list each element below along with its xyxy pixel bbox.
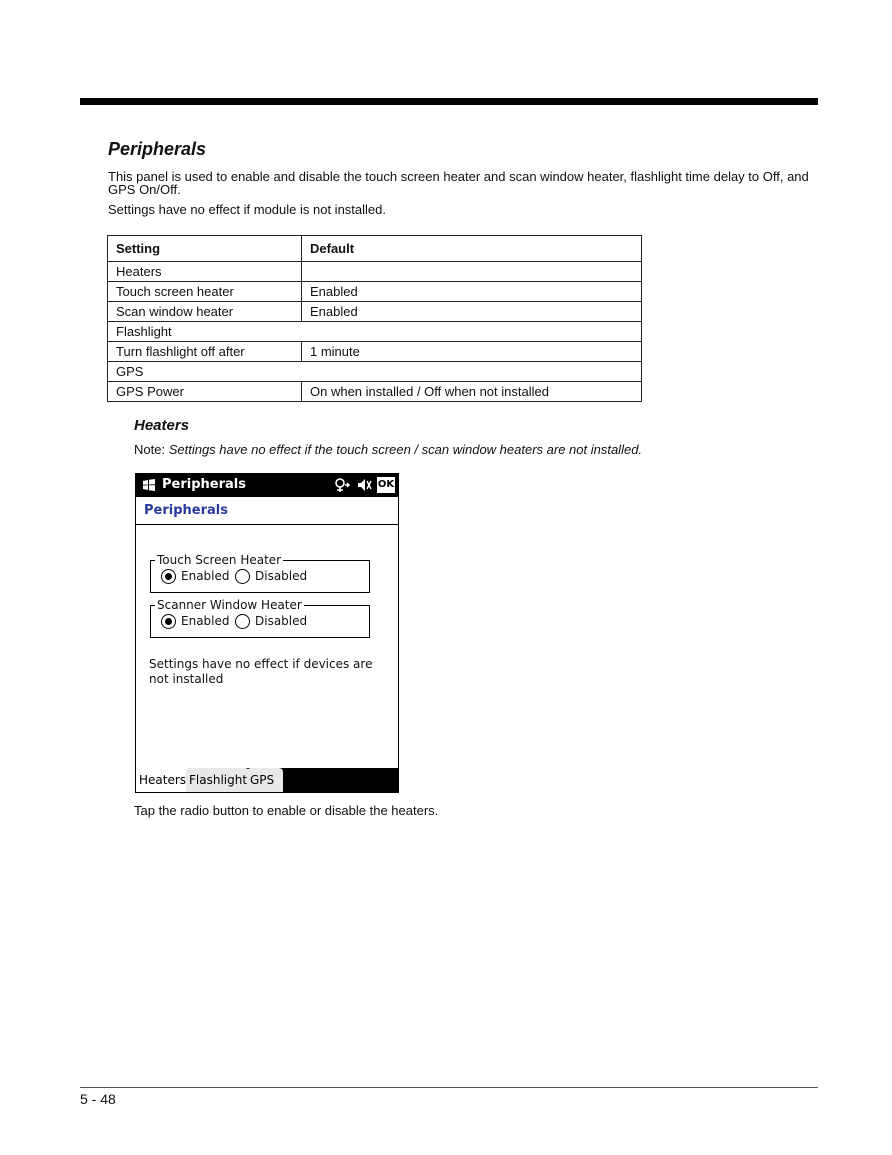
group-legend: Touch Screen Heater bbox=[157, 553, 282, 567]
touch-screen-heater-group bbox=[150, 553, 370, 593]
windows-start-icon[interactable] bbox=[142, 478, 156, 492]
header-divider bbox=[136, 524, 398, 525]
cell-setting: Turn flashlight off after bbox=[108, 342, 302, 362]
touch-enabled-radio[interactable] bbox=[161, 569, 176, 584]
table-row bbox=[108, 302, 642, 322]
table-row bbox=[108, 362, 642, 382]
cell-setting: Touch screen heater bbox=[108, 282, 302, 302]
tab-heaters[interactable]: Heaters bbox=[136, 768, 189, 792]
tab-gps[interactable]: GPS bbox=[247, 768, 283, 792]
table-row bbox=[108, 322, 642, 342]
cell-setting: Flashlight bbox=[108, 322, 642, 342]
module-note: Settings have no effect if module is not installed. bbox=[108, 202, 386, 217]
cell-default: 1 minute bbox=[302, 342, 642, 362]
cell-setting: GPS Power bbox=[108, 382, 302, 402]
cell-setting: Heaters bbox=[108, 262, 302, 282]
settings-table bbox=[107, 235, 642, 402]
note-lead: Note: bbox=[134, 442, 166, 457]
top-rule bbox=[80, 98, 818, 105]
radio-label[interactable]: Enabled bbox=[181, 569, 230, 583]
intro-paragraph: This panel is used to enable and disable the touch screen heater and scan window heater, flashlight time delay to Off, and GPS On/Off. bbox=[108, 169, 809, 197]
figure-caption: Tap the radio button to enable or disable the heaters. bbox=[134, 803, 439, 818]
radio-label[interactable]: Disabled bbox=[255, 614, 308, 628]
scanner-window-heater-group bbox=[150, 598, 370, 638]
page-number: 5 - 48 bbox=[80, 1091, 116, 1107]
heaters-note bbox=[134, 442, 642, 457]
header-setting: Setting bbox=[108, 236, 302, 262]
radio-label[interactable]: Disabled bbox=[255, 569, 308, 583]
scanner-disabled-radio[interactable] bbox=[235, 614, 250, 629]
tab-bar bbox=[136, 768, 398, 792]
radio-label[interactable]: Enabled bbox=[181, 614, 230, 628]
cell-setting: GPS bbox=[108, 362, 642, 382]
connectivity-icon[interactable] bbox=[334, 477, 350, 493]
cell-default: On when installed / Off when not installed bbox=[302, 382, 642, 402]
table-row bbox=[108, 262, 642, 282]
note-text: Settings have no effect if the touch screen / scan window heaters are not installed. bbox=[168, 442, 643, 457]
section-title: Peripherals bbox=[108, 139, 207, 159]
table-row bbox=[108, 382, 642, 402]
header-default: Default bbox=[302, 236, 642, 262]
table-row bbox=[108, 282, 642, 302]
cell-default bbox=[302, 262, 642, 282]
device-titlebar bbox=[136, 474, 398, 497]
device-title: Peripherals bbox=[162, 477, 246, 492]
heaters-title: Heaters bbox=[134, 417, 190, 434]
group-legend: Scanner Window Heater bbox=[157, 598, 302, 612]
cell-default: Enabled bbox=[302, 302, 642, 322]
table-row bbox=[108, 342, 642, 362]
bottom-rule bbox=[80, 1087, 818, 1088]
tab-flashlight[interactable]: Flashlight bbox=[186, 768, 249, 792]
speaker-muted-icon[interactable] bbox=[356, 477, 372, 493]
device-screenshot bbox=[135, 473, 399, 793]
device-header: Peripherals bbox=[144, 503, 228, 518]
ok-button[interactable]: OK bbox=[377, 477, 395, 493]
device-note: Settings have no effect if devices are not installed bbox=[149, 657, 373, 686]
cell-setting: Scan window heater bbox=[108, 302, 302, 322]
table-header-row bbox=[108, 236, 642, 262]
touch-disabled-radio[interactable] bbox=[235, 569, 250, 584]
cell-default: Enabled bbox=[302, 282, 642, 302]
scanner-enabled-radio[interactable] bbox=[161, 614, 176, 629]
